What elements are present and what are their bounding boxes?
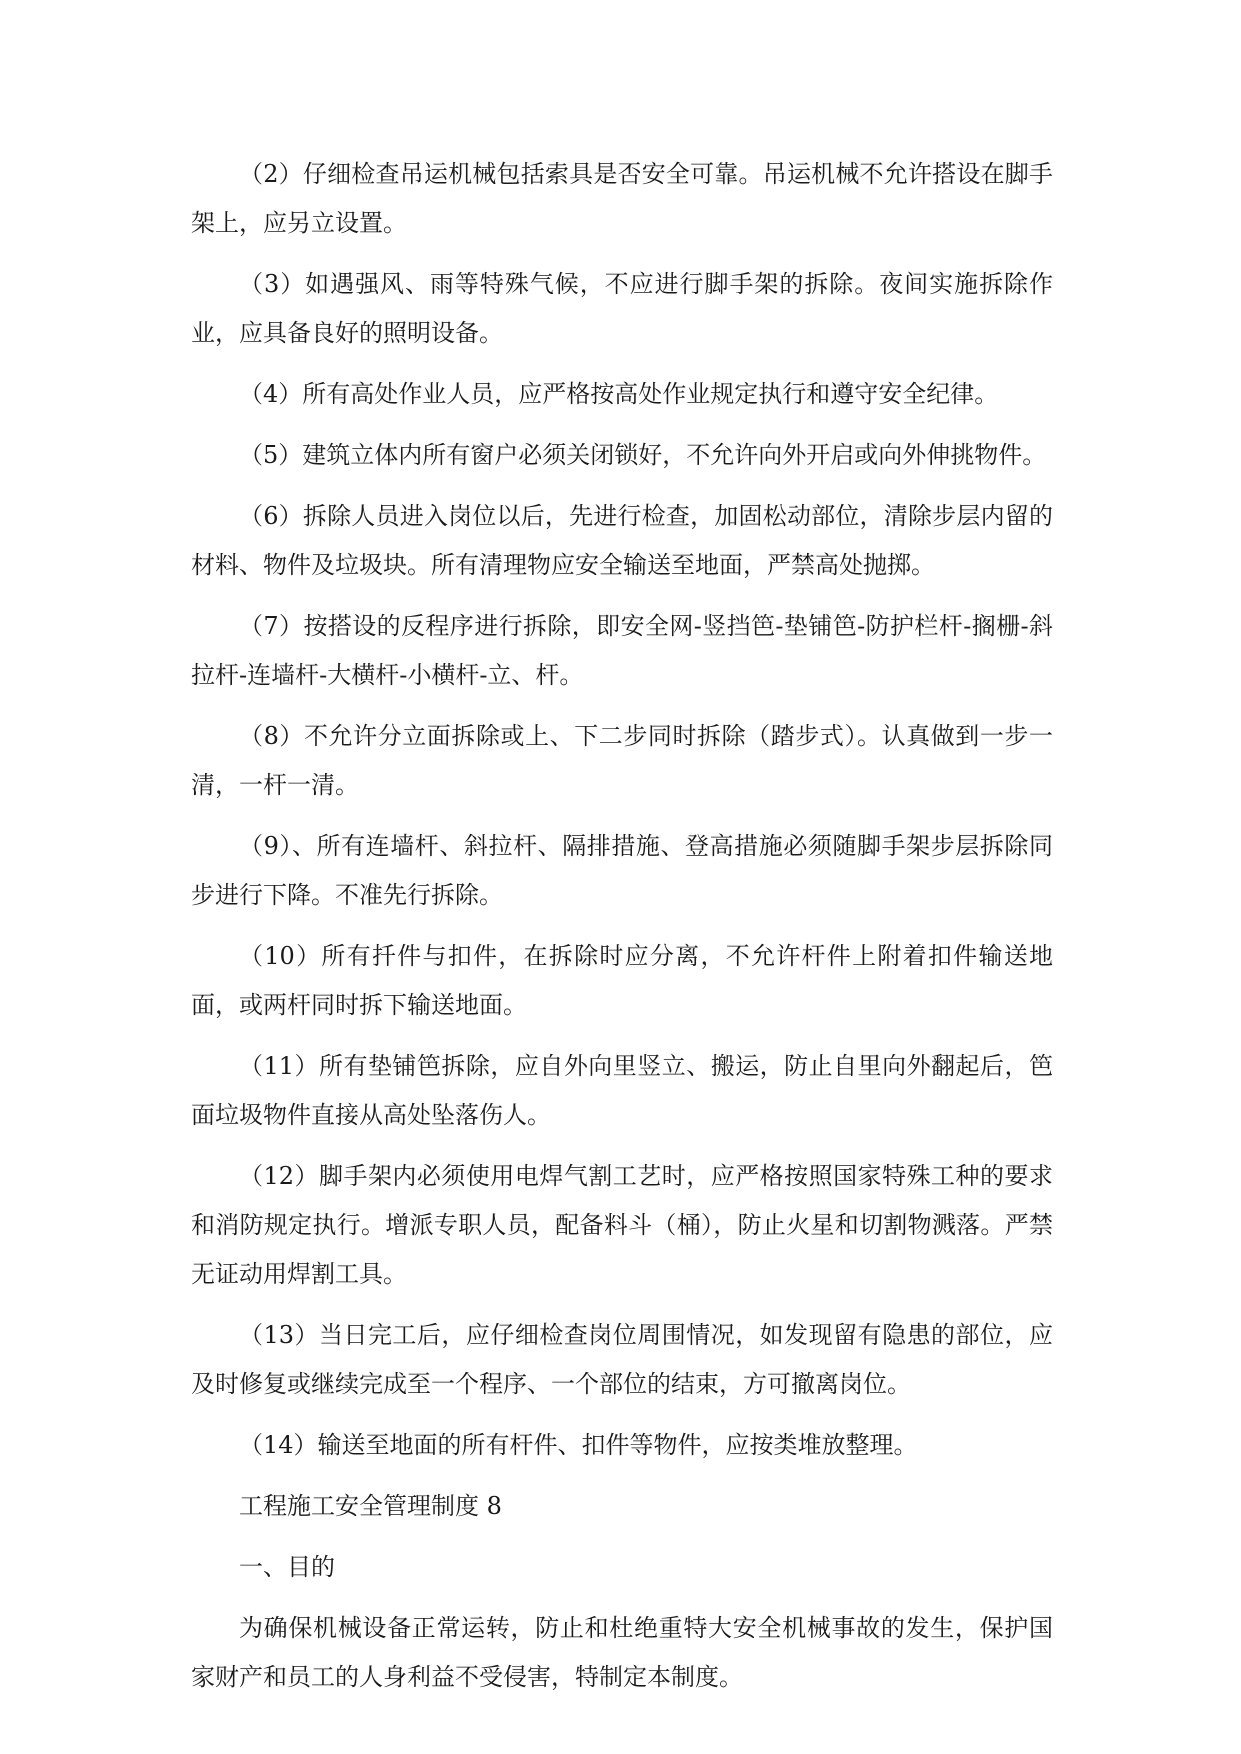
paragraph-item-8: （8）不允许分立面拆除或上、下二步同时拆除（踏步式）。认真做到一步一清，一杆一清。	[191, 722, 1053, 799]
paragraph-item-14: （14）输送至地面的所有杆件、扣件等物件，应按类堆放整理。	[239, 1431, 918, 1459]
subsection-title-purpose: 一、目的	[239, 1553, 335, 1581]
paragraph-item-3: （3）如遇强风、雨等特殊气候，不应进行脚手架的拆除。夜间实施拆除作业，应具备良好的照明设备。	[191, 270, 1053, 347]
document-body	[191, 150, 1053, 1714]
paragraph-item-10: （10）所有扦件与扣件，在拆除时应分离，不允许杆件上附着扣件输送地面，或两杆同时拆下输送地面。	[191, 942, 1053, 1019]
section-title: 工程施工安全管理制度 8	[239, 1492, 502, 1520]
paragraph-item-13: （13）当日完工后，应仔细检查岗位周围情况，如发现留有隐患的部位，应及时修复或继续完成至一个程序、一个部位的结束，方可撤离岗位。	[191, 1321, 1053, 1398]
paragraph-item-4: （4）所有高处作业人员，应严格按高处作业规定执行和遵守安全纪律。	[239, 380, 999, 408]
paragraph-item-7: （7）按搭设的反程序进行拆除，即安全网-竖挡笆-垫铺笆-防护栏杆-搁栅-斜拉杆-连墙杆-大横杆-小横杆-立、杆。	[191, 612, 1053, 689]
paragraph-item-5: （5）建筑立体内所有窗户必须关闭锁好，不允许向外开启或向外伸挑物件。	[239, 441, 1047, 469]
paragraph-item-2: （2）仔细检查吊运机械包括索具是否安全可靠。吊运机械不允许搭设在脚手架上，应另立设置。	[191, 160, 1053, 237]
paragraph-item-12: （12）脚手架内必须使用电焊气割工艺时，应严格按照国家特殊工种的要求和消防规定执行。增派专职人员，配备料斗（桶），防止火星和切割物溅落。严禁无证动用焊割工具。	[191, 1162, 1053, 1288]
paragraph-item-9: （9）、所有连墙杆、斜拉杆、隔排措施、登高措施必须随脚手架步层拆除同步进行下降。不准先行拆除。	[191, 832, 1053, 909]
paragraph-item-11: （11）所有垫铺笆拆除，应自外向里竖立、搬运，防止自里向外翻起后，笆面垃圾物件直接从高处坠落伤人。	[191, 1052, 1053, 1129]
purpose-paragraph: 为确保机械设备正常运转，防止和杜绝重特大安全机械事故的发生，保护国家财产和员工的人身利益不受侵害，特制定本制度。	[191, 1614, 1053, 1691]
paragraph-item-6: （6）拆除人员进入岗位以后，先进行检查，加固松动部位，清除步层内留的材料、物件及垃圾块。所有清理物应安全输送至地面，严禁高处抛掷。	[191, 502, 1053, 579]
